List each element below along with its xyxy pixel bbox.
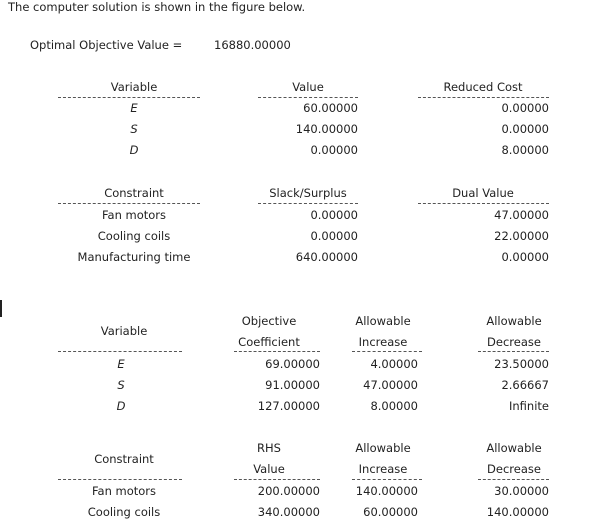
header-constraint: Constraint [94, 452, 154, 466]
header-objective: Objective [241, 314, 297, 328]
coefficient-cell: 91.00000 [265, 378, 320, 392]
divider [478, 479, 549, 480]
header-rhs: RHS [257, 441, 281, 455]
header-value: Value [253, 462, 285, 476]
header-decrease: Decrease [487, 462, 541, 476]
dual-cell: 0.00000 [501, 250, 549, 264]
constraint-name: Cooling coils [97, 229, 171, 243]
decrease-cell: 23.50000 [494, 357, 549, 371]
header-allowable: Allowable [486, 314, 542, 328]
decrease-cell: 30.00000 [494, 484, 549, 498]
variable-name: E [117, 357, 125, 371]
coefficient-cell: 127.00000 [257, 399, 320, 413]
header-increase: Increase [358, 462, 408, 476]
objective-label: Optimal Objective Value = [30, 38, 183, 52]
header-allowable: Allowable [355, 314, 411, 328]
increase-cell: 4.00000 [370, 357, 418, 371]
value-cell: 60.00000 [303, 101, 358, 115]
header-variable: Variable [110, 80, 158, 94]
variable-name: D [116, 399, 126, 413]
header-reduced-cost: Reduced Cost [443, 80, 523, 94]
header-coefficient: Coefficient [238, 335, 300, 349]
header-allowable: Allowable [355, 441, 411, 455]
header-decrease: Decrease [487, 335, 541, 349]
header-slack-surplus: Slack/Surplus [269, 186, 347, 200]
constraint-name: Fan motors [91, 484, 157, 498]
decrease-cell: 140.00000 [486, 505, 549, 519]
dual-cell: 47.00000 [494, 208, 549, 222]
coefficient-cell: 69.00000 [265, 357, 320, 371]
reduced-cost-cell: 0.00000 [501, 101, 549, 115]
variable-name: S [117, 378, 125, 392]
reduced-cost-cell: 8.00000 [501, 143, 549, 157]
divider [58, 97, 200, 98]
rhs-cell: 340.00000 [257, 505, 320, 519]
divider [258, 203, 358, 204]
constraint-name: Fan motors [101, 208, 167, 222]
header-value: Value [292, 80, 324, 94]
increase-cell: 60.00000 [363, 505, 418, 519]
divider [258, 97, 358, 98]
objective-value: 16880.00000 [214, 38, 291, 52]
reduced-cost-cell: 0.00000 [501, 122, 549, 136]
header-dual-value: Dual Value [452, 186, 514, 200]
divider [234, 479, 320, 480]
divider [58, 479, 182, 480]
decrease-cell: 2.66667 [501, 378, 549, 392]
intro-text: The computer solution is shown in the figure below. [8, 0, 306, 14]
slack-cell: 0.00000 [310, 229, 358, 243]
increase-cell: 140.00000 [355, 484, 418, 498]
header-variable: Variable [100, 324, 148, 338]
divider [58, 203, 200, 204]
divider [352, 351, 422, 352]
rhs-cell: 200.00000 [257, 484, 320, 498]
divider [478, 351, 549, 352]
variable-name: E [130, 101, 138, 115]
increase-cell: 8.00000 [370, 399, 418, 413]
header-increase: Increase [358, 335, 408, 349]
divider [234, 351, 320, 352]
header-constraint: Constraint [104, 186, 164, 200]
divider [352, 479, 422, 480]
divider [58, 351, 182, 352]
header-allowable: Allowable [486, 441, 542, 455]
value-cell: 0.00000 [310, 143, 358, 157]
variable-name: D [129, 143, 139, 157]
divider [418, 97, 549, 98]
slack-cell: 0.00000 [310, 208, 358, 222]
constraint-name: Cooling coils [87, 505, 161, 519]
constraint-name: Manufacturing time [77, 250, 191, 264]
slack-cell: 640.00000 [295, 250, 358, 264]
increase-cell: 47.00000 [363, 378, 418, 392]
divider [418, 203, 549, 204]
decrease-cell: Infinite [509, 399, 549, 413]
variable-name: S [130, 122, 138, 136]
dual-cell: 22.00000 [494, 229, 549, 243]
edge-marker [0, 300, 2, 317]
value-cell: 140.00000 [295, 122, 358, 136]
